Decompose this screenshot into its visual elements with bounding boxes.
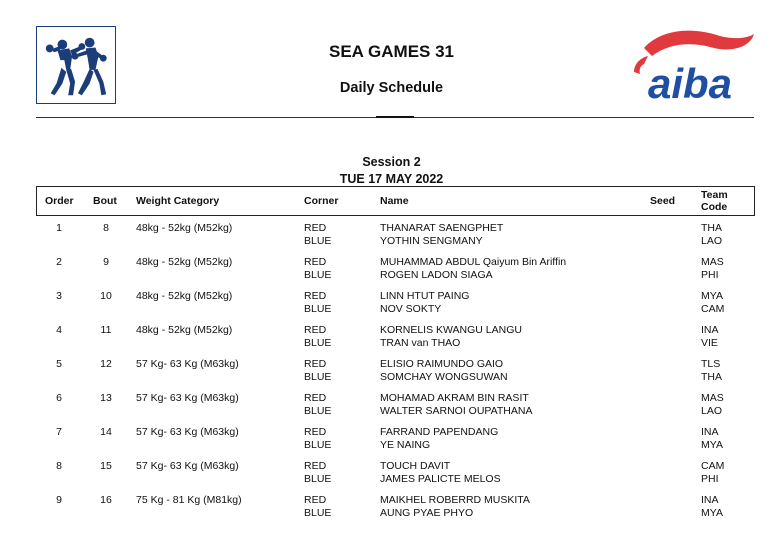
blue-boxer-name: YE NAING [380,439,431,451]
blue-corner: BLUE [304,439,332,451]
red-boxer-name: ELISIO RAIMUNDO GAIO [380,358,504,370]
team-cell [701,290,724,316]
red-boxer-name: TOUCH DAVIT [380,460,451,472]
weight-cell: 48kg - 52kg (M52kg) [136,324,233,336]
red-corner: RED [304,290,327,302]
weight-cell: 48kg - 52kg (M52kg) [136,256,233,268]
bout-cell: 8 [103,222,109,234]
order-cell: 3 [56,290,62,302]
red-corner: RED [304,324,327,336]
blue-boxer-name: NOV SOKTY [380,303,442,315]
table-row [0,324,783,354]
team-cell [701,460,724,486]
corner-cell [304,460,331,486]
team-cell [701,392,724,418]
team-cell [701,494,723,520]
name-cell [380,358,508,384]
bout-cell: 10 [100,290,112,302]
name-cell [380,324,522,350]
table-row [0,358,783,388]
weight-cell: 75 Kg - 81 Kg (M81kg) [136,494,242,506]
blue-boxer-name: TRAN van THAO [380,337,461,349]
red-boxer-name: MOHAMAD AKRAM BIN RASIT [380,392,529,404]
bout-cell: 14 [100,426,112,438]
order-cell: 9 [56,494,62,506]
table-row [0,460,783,490]
red-corner: RED [304,460,327,472]
blue-corner: BLUE [304,371,332,383]
order-cell: 1 [56,222,62,234]
blue-boxer-name: WALTER SARNOI OUPATHANA [380,405,533,417]
table-row [0,392,783,422]
corner-cell [304,494,331,520]
header-team-code [701,189,728,213]
red-boxer-name: MUHAMMAD ABDUL Qaiyum Bin Ariffin [380,256,567,268]
corner-cell [304,358,331,384]
bout-cell: 15 [100,460,112,472]
corner-cell [304,290,331,316]
blue-team-code: LAO [701,235,723,247]
red-boxer-name: LINN HTUT PAING [380,290,470,302]
red-boxer-name: FARRAND PAPENDANG [380,426,499,438]
blue-corner: BLUE [304,269,332,281]
corner-cell [304,324,331,350]
blue-corner: BLUE [304,405,332,417]
session-label: Session 2 [362,155,421,169]
blue-boxer-name: AUNG PYAE PHYO [380,507,474,519]
session-date: TUE 17 MAY 2022 [339,172,444,186]
weight-cell: 57 Kg- 63 Kg (M63kg) [136,426,239,438]
red-boxer-name: THANARAT SAENGPHET [380,222,504,234]
aiba-logo-text: aiba [648,60,733,104]
name-cell [380,222,503,248]
name-cell [380,426,498,452]
order-cell: 7 [56,426,62,438]
header-order: Order [45,195,74,207]
red-team-code: TLS [701,358,721,370]
team-cell [701,426,723,452]
red-corner: RED [304,392,327,404]
header-divider-mark [376,116,414,118]
table-row [0,494,783,524]
blue-corner: BLUE [304,507,332,519]
order-cell: 4 [56,324,62,336]
aiba-logo [630,28,756,104]
blue-team-code: VIE [701,337,718,349]
order-cell: 5 [56,358,62,370]
red-team-code: MYA [701,290,723,302]
red-team-code: INA [701,494,719,506]
blue-team-code: LAO [701,405,723,417]
name-cell [380,460,501,486]
team-cell [701,358,722,384]
table-header [36,186,755,216]
red-corner: RED [304,426,327,438]
team-cell [701,324,719,350]
table-row [0,426,783,456]
order-cell: 8 [56,460,62,472]
header-team-line1: Team [701,189,728,201]
red-team-code: INA [701,426,719,438]
red-corner: RED [304,222,327,234]
blue-boxer-name: YOTHIN SENGMANY [380,235,483,247]
weight-cell: 57 Kg- 63 Kg (M63kg) [136,460,239,472]
table-row [0,256,783,286]
bout-cell: 9 [103,256,109,268]
blue-team-code: PHI [701,473,719,485]
red-boxer-name: MAIKHEL ROBERRD MUSKITA [380,494,530,506]
table-row [0,222,783,252]
weight-cell: 57 Kg- 63 Kg (M63kg) [136,392,239,404]
corner-cell [304,392,331,418]
name-cell [380,392,532,418]
page-title: SEA GAMES 31 [328,42,455,61]
red-team-code: CAM [701,460,725,472]
red-team-code: THA [701,222,722,234]
header-bout: Bout [93,195,117,207]
header-team-line2: Code [701,201,728,213]
blue-team-code: MYA [701,507,723,519]
blue-team-code: MYA [701,439,723,451]
corner-cell [304,256,331,282]
bout-cell: 16 [100,494,112,506]
red-boxer-name: KORNELIS KWANGU LANGU [380,324,522,336]
blue-boxer-name: ROGEN LADON SIAGA [380,269,493,281]
weight-cell: 57 Kg- 63 Kg (M63kg) [136,358,239,370]
red-corner: RED [304,256,327,268]
red-team-code: INA [701,324,719,336]
order-cell: 6 [56,392,62,404]
page-subtitle: Daily Schedule [339,80,444,96]
blue-team-code: THA [701,371,722,383]
name-cell [380,256,566,282]
red-team-code: MAS [701,256,724,268]
order-cell: 2 [56,256,62,268]
blue-boxer-name: SOMCHAY WONGSUWAN [380,371,508,383]
corner-cell [304,426,331,452]
red-corner: RED [304,494,327,506]
team-cell [701,222,722,248]
name-cell [380,494,530,520]
blue-corner: BLUE [304,235,332,247]
header-seed: Seed [650,195,676,207]
name-cell [380,290,469,316]
corner-cell [304,222,331,248]
weight-cell: 48kg - 52kg (M52kg) [136,222,233,234]
red-team-code: MAS [701,392,724,404]
bout-cell: 11 [100,324,112,336]
header-weight-category: Weight Category [136,195,220,207]
blue-corner: BLUE [304,337,332,349]
table-row [0,290,783,320]
blue-corner: BLUE [304,473,332,485]
header-name: Name [380,195,409,207]
red-corner: RED [304,358,327,370]
blue-corner: BLUE [304,303,332,315]
blue-team-code: PHI [701,269,719,281]
bout-cell: 12 [100,358,112,370]
weight-cell: 48kg - 52kg (M52kg) [136,290,233,302]
header-corner: Corner [304,195,339,207]
bout-cell: 13 [100,392,112,404]
blue-boxer-name: JAMES PALICTE MELOS [380,473,501,485]
blue-team-code: CAM [701,303,725,315]
team-cell [701,256,724,282]
